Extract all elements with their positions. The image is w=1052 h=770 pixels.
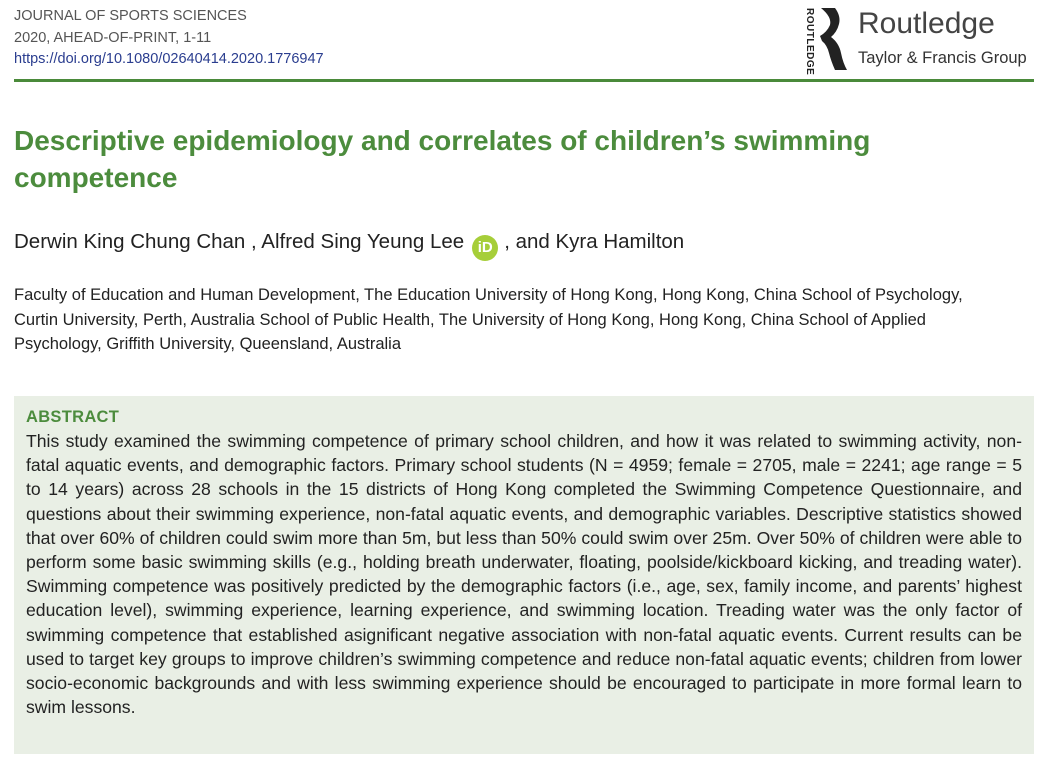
abstract-section [14, 396, 1034, 754]
journal-meta [14, 6, 324, 71]
doi-link[interactable]: https://doi.org/10.1080/02640414.2020.1776947 [14, 51, 324, 67]
header-divider [14, 79, 1034, 82]
publisher-group: Taylor & Francis Group [858, 49, 1027, 67]
logo-vertical-text: ROUTLEDGE [804, 8, 815, 76]
affiliations: Faculty of Education and Human Development, The Education University of Hong Kong, Hong Kong, China School of Psychology, Curtin University, Perth, Australia School of Public Health, The University of Hong Kong, Hong Kong, China School of Applied Psychology, Griffith University, Queensland, Australia [14, 286, 963, 353]
authors-first[interactable]: Derwin King Chung Chan , Alfred Sing Yeung Lee [14, 230, 465, 253]
journal-issue: 2020, AHEAD-OF-PRINT, 1-11 [14, 29, 212, 46]
authors-last[interactable]: , and Kyra Hamilton [504, 230, 685, 253]
routledge-logo-icon [816, 6, 848, 72]
page-header [14, 0, 1034, 80]
abstract-heading: ABSTRACT [26, 408, 120, 426]
orcid-icon[interactable]: iD [472, 235, 498, 261]
article-title: Descriptive epidemiology and correlates of children’s swimming competence [14, 125, 871, 193]
routledge-logo[interactable] [802, 4, 1034, 76]
publisher-brand: Routledge [858, 7, 995, 40]
abstract-text: This study examined the swimming competence of primary school children, and how it was related to swimming activity, non-fatal aquatic events, and demographic factors. Primary school students (N = 4959; female = 2705, male = 2241; age range = 5 to 14 years) across 28 schools in the 15 districts of Hong Kong completed the Swimming Competence Questionnaire, and questions about their swimming experience, non-fatal aquatic events, and demographic variables. Descriptive statistics showed that over 60% of children could swim more than 5m, but less than 50% could swim over 25m. Over 50% of children were able to perform some basic swimming skills (e.g., holding breath underwater, floating, poolside/kickboard kicking, and treading water). Swimming competence was positively predicted by the demographic factors (i.e., age, sex, family income, and parents’ highest education level), swimming experience, learning experience, and swimming location. Treading water was the only factor of swimming competence that established asignificant negative association with non-fatal aquatic events. Current results can be used to target key groups to improve children’s swimming competence and reduce non-fatal aquatic events; children from lower socio-economic backgrounds and with less swimming experience should be encouraged to participate in more formal learn to swim lessons. [26, 431, 1022, 718]
journal-name: JOURNAL OF SPORTS SCIENCES [14, 8, 247, 24]
author-list [14, 228, 684, 261]
